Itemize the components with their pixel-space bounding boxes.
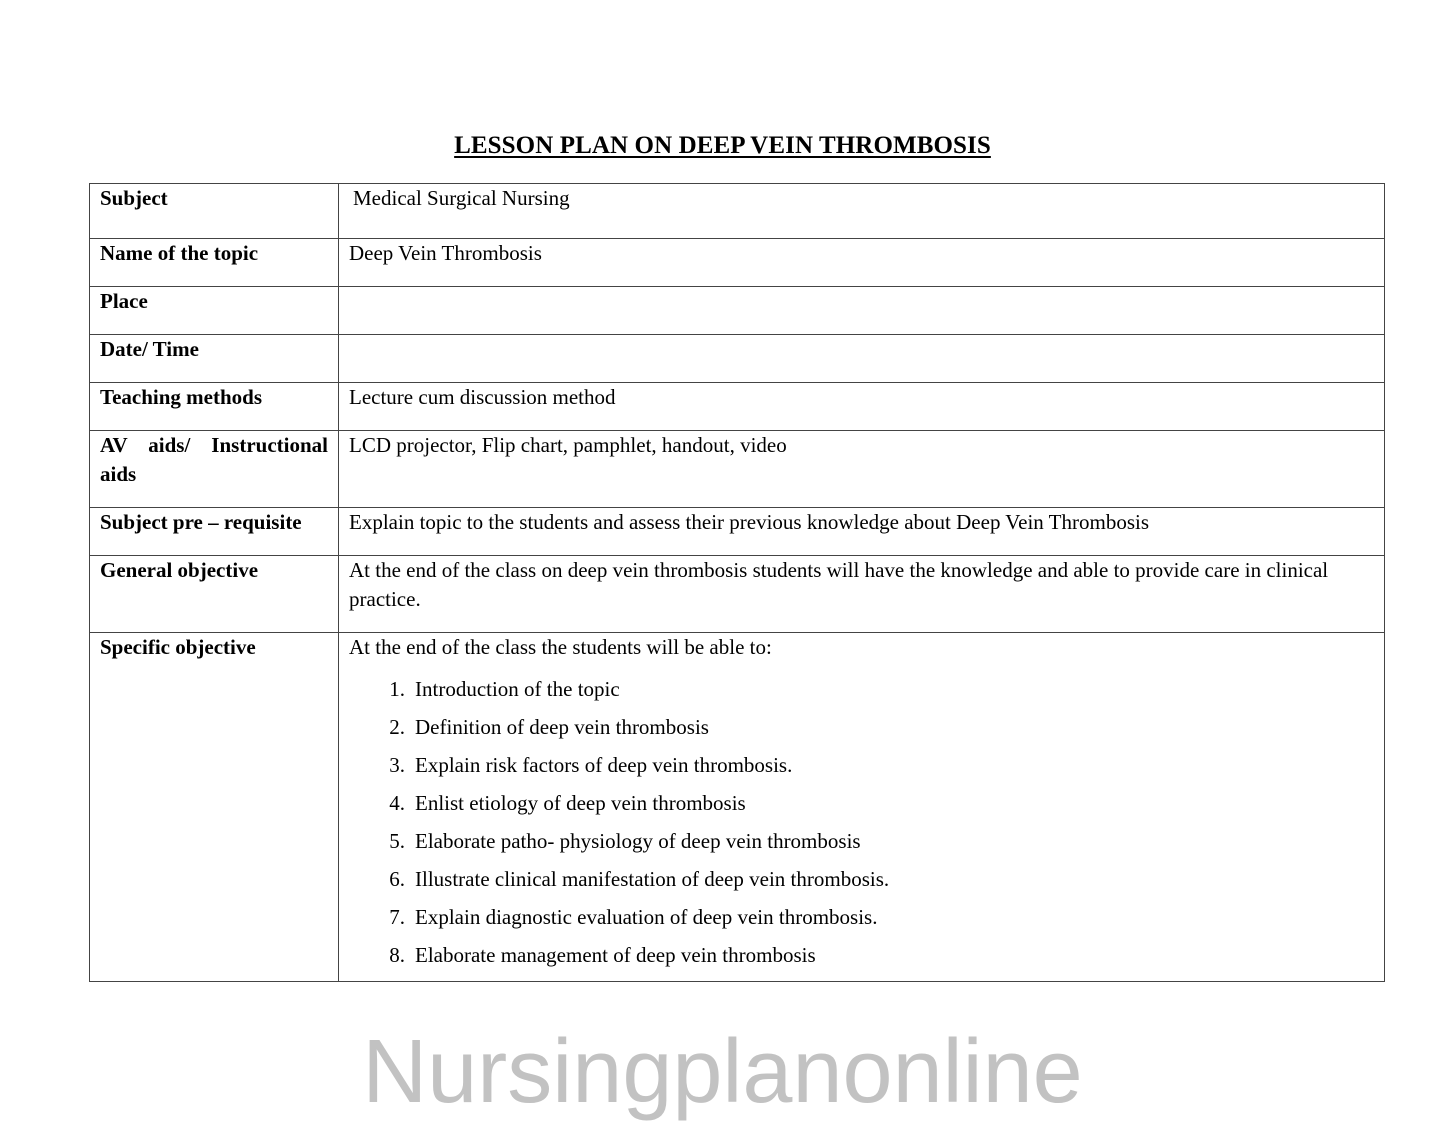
- row-general-objective: [90, 556, 1385, 633]
- row-topic: [90, 239, 1385, 287]
- row-teaching-methods: [90, 383, 1385, 431]
- topic-value: Deep Vein Thrombosis: [339, 239, 1385, 287]
- place-value: [339, 287, 1385, 335]
- teaching-methods-label: Teaching methods: [90, 383, 339, 431]
- subject-value: Medical Surgical Nursing: [339, 184, 1385, 239]
- general-objective-value: At the end of the class on deep vein thrombosis students will have the knowledge and able to provide care in clinical practice.: [339, 556, 1385, 633]
- av-aids-label: AV aids/ Instructional aids: [90, 431, 339, 508]
- general-objective-label: General objective: [90, 556, 339, 633]
- av-aids-value: LCD projector, Flip chart, pamphlet, handout, video: [339, 431, 1385, 508]
- date-time-label: Date/ Time: [90, 335, 339, 383]
- list-item: Introduction of the topic: [415, 677, 620, 701]
- row-subject: [90, 184, 1385, 239]
- page-title: LESSON PLAN ON DEEP VEIN THROMBOSIS: [454, 132, 991, 159]
- row-prerequisite: [90, 508, 1385, 556]
- subject-label: Subject: [90, 184, 339, 239]
- specific-objective-value: [339, 633, 1385, 982]
- list-item: Explain diagnostic evaluation of deep vein thrombosis.: [415, 905, 878, 929]
- prerequisite-label: Subject pre – requisite: [90, 508, 339, 556]
- specific-objective-intro: At the end of the class the students will be able to:: [349, 635, 772, 659]
- prerequisite-value: Explain topic to the students and assess their previous knowledge about Deep Vein Thrombosis: [339, 508, 1385, 556]
- list-item: Elaborate patho- physiology of deep vein thrombosis: [415, 829, 861, 853]
- lesson-plan-table: [89, 183, 1385, 982]
- row-place: [90, 287, 1385, 335]
- list-item: Illustrate clinical manifestation of deep vein thrombosis.: [415, 867, 890, 891]
- list-item: Elaborate management of deep vein thrombosis: [415, 943, 816, 967]
- watermark-text: Nursingplanonline: [362, 1022, 1083, 1122]
- list-item: Definition of deep vein thrombosis: [415, 715, 709, 739]
- place-label: Place: [90, 287, 339, 335]
- list-item: Enlist etiology of deep vein thrombosis: [415, 791, 746, 815]
- specific-objective-label: Specific objective: [90, 633, 339, 982]
- list-item: Explain risk factors of deep vein thrombosis.: [415, 753, 793, 777]
- row-specific-objective: [90, 633, 1385, 982]
- specific-objective-list: [349, 670, 1374, 974]
- row-av-aids: [90, 431, 1385, 508]
- row-date-time: [90, 335, 1385, 383]
- date-time-value: [339, 335, 1385, 383]
- teaching-methods-value: Lecture cum discussion method: [339, 383, 1385, 431]
- topic-label: Name of the topic: [90, 239, 339, 287]
